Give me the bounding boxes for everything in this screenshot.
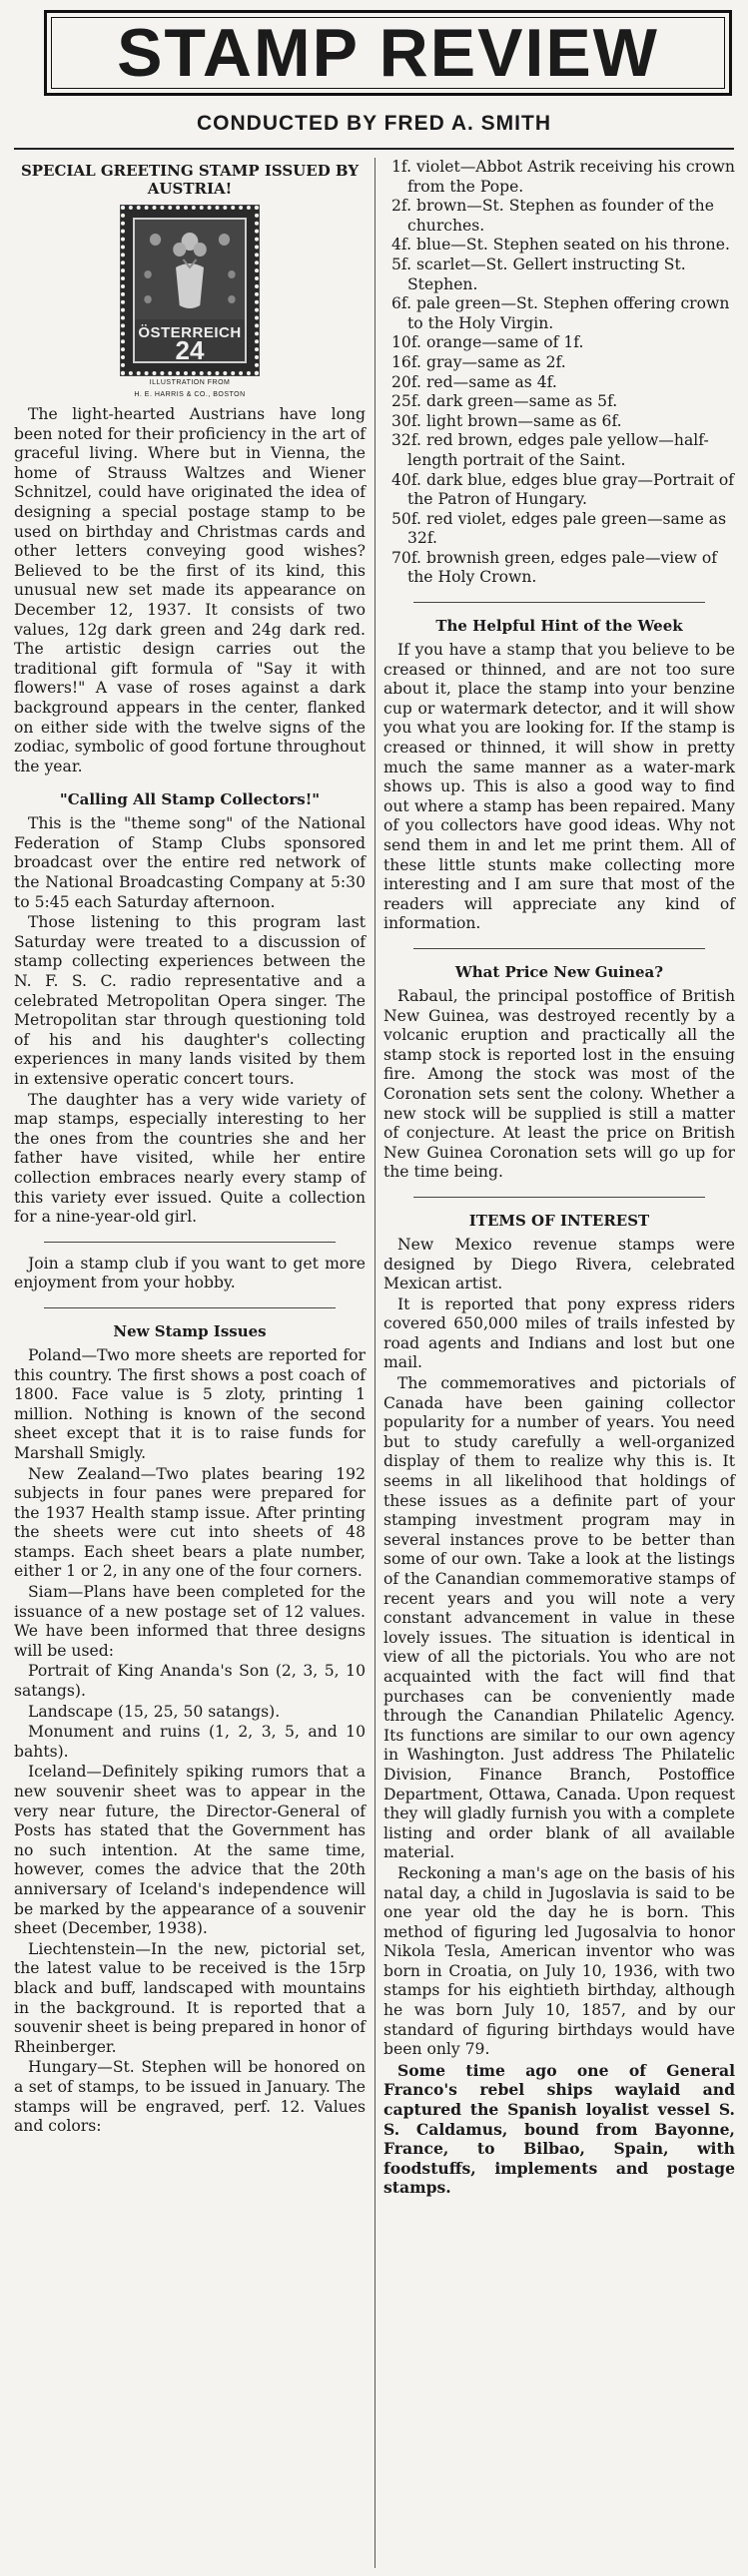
stamp-vignette-icon — [135, 220, 245, 319]
list-item: 32f. red brown, edges pale yellow—half-length portrait of the Saint. — [391, 431, 709, 469]
illustration-caption-line2: H. E. HARRIS & CO., BOSTON — [134, 391, 246, 398]
siam-paragraph: Siam—Plans have been completed for the issuance of a new postage set of 12 values. We have been informed that three designs will be used: — [14, 1583, 366, 1660]
new-issues-headline: New Stamp Issues — [113, 1321, 267, 1340]
section-divider — [44, 1242, 336, 1243]
list-item: 25f. dark green—same as 5f. — [391, 392, 618, 411]
byline: CONDUCTED BY FRED A. SMITH — [196, 112, 551, 135]
austria-stamp-image — [121, 206, 259, 375]
interest-paragraph-3: The commemoratives and pictorials of Canada have been gaining collector popularity for a number of years. You need but to study carefully a well-organized display of them to realize why this is. It seems in all likelihood that holdings of these issues as a definite part of your stamping investment program may in several instances prove to be better than some of our own. Take a look at the listings of the Canandian commemorative stamps of recent years and you will note a very constant advancement in value in these lovely issues. The situation is identical in view of all the pictorials. You who are not acquainted with the fact will find that purchases can be conveniently made through the Canandian Philatelic Agency. Its functions are similar to our own agency in Washington. Just address The Philatelic Division, Finance Branch, Postoffice Department, Ottawa, Canada. Upon request they will gladly furnish you with a complete listing and order blank of all available material. — [383, 1374, 735, 1862]
list-item: 4f. blue—St. Stephen seated on his throne. — [391, 236, 730, 255]
siam-design-1: Portrait of King Ananda's Son (2, 3, 5, 10 satangs). — [14, 1662, 366, 1701]
list-item: 2f. brown—St. Stephen as founder of the churches. — [391, 197, 714, 235]
austria-headline: SPECIAL GREETING STAMP ISSUED BY AUSTRIA! — [20, 162, 360, 198]
helpful-hint-body: If you have a stamp that you believe to be creased or thinned, and are not too sure about it, place the stamp into your benzine cup or watermark detector, and it will show you what you are looking for. If the stamp is creased or thinned, it will show in pretty much the same manner as a water-mark shows up. This is also a good way to find out where a stamp has been repaired. Many of you collectors have good ideas. Why not send them in and let me print them. All of these little stunts make collecting more interesting and I am sure that most of the readers will appreciate any kind of information. — [383, 641, 735, 933]
items-of-interest-headline: ITEMS OF INTEREST — [468, 1211, 650, 1230]
column-divider — [374, 158, 375, 2568]
siam-design-3: Monument and ruins (1, 2, 3, 5, and 10 bahts). — [14, 1723, 366, 1761]
stamp-club-note: Join a stamp club if you want to get more enjoyment from your hobby. — [14, 1254, 366, 1292]
new-zealand-paragraph: New Zealand—Two plates bearing 192 subjects in four panes were prepared for the 1937 Health stamp issue. After printing the sheets were cut into sheets of 48 stamps. Each sheet bears a plate number, either 1 or 2, in any one of the four corners. — [14, 1464, 366, 1581]
right-column — [383, 158, 735, 2199]
hungary-values-list — [383, 158, 735, 588]
left-column — [14, 158, 366, 2138]
section-divider — [413, 948, 705, 949]
section-divider — [413, 602, 705, 603]
list-item: 30f. light brown—same as 6f. — [391, 411, 622, 430]
list-item: 6f. pale green—St. Stephen offering crown to the Holy Virgin. — [391, 294, 730, 332]
collectors-paragraph-3: The daughter has a very wide variety of map stamps, especially interesting to her the ones from the countries she and her father have visited, while her entire collection embraces nearly every stamp of this variety ever issued. Quite a collection for a nine-year-old girl. — [14, 1090, 366, 1227]
stamp-illustration — [14, 206, 366, 399]
list-item: 16f. gray—same as 2f. — [391, 352, 566, 371]
interest-paragraph-1: New Mexico revenue stamps were designed by Diego Rivera, celebrated Mexican artist. — [383, 1235, 735, 1293]
illustration-caption-line1: ILLUSTRATION FROM — [149, 379, 231, 386]
interest-paragraph-4: Reckoning a man's age on the basis of his natal day, a child in Jugoslavia is said to be one year old the day he is born. This method of figuring led Jugosalvia to honor Nikola Tesla, American inventor who was born in Croatia, on July 10, 1936, with two stamps for his eightieth birthday, although he was born July 10, 1857, and by our standard of figuring birthdays would have been only 79. — [383, 1863, 735, 2059]
liechtenstein-paragraph: Liechtenstein—In the new, pictorial set, the latest value to be received is the 15rp black and buff, landscaped with mountains in the background. It is reported that a souvenir sheet is being prepared in honor of Rheinberger. — [14, 1939, 366, 2056]
helpful-hint-headline: The Helpful Hint of the Week — [435, 617, 683, 636]
list-item: 1f. violet—Abbot Astrik receiving his crown from the Pope. — [391, 158, 735, 196]
page-title: STAMP REVIEW — [117, 15, 659, 91]
article-columns — [14, 158, 734, 2568]
section-divider — [413, 1197, 705, 1198]
collectors-paragraph-1: This is the "theme song" of the National Federation of Stamp Clubs sponsored broadcast over the entire red network of the National Broadcasting Company at 5:30 to 5:45 each Saturday afternoon. — [14, 814, 366, 911]
stamp-value-label: 24 — [175, 335, 205, 363]
list-item: 40f. dark blue, edges blue gray—Portrait of the Patron of Hungary. — [391, 470, 735, 509]
poland-paragraph: Poland—Two more sheets are reported for this country. The first shows a post coach of 1800. Face value is 5 zloty, printing 1 million. Nothing is known of the second sheet except that it is to raise funds for Marshall Smigly. — [14, 1345, 366, 1462]
list-item: 50f. red violet, edges pale green—same as 32f. — [391, 509, 727, 548]
new-guinea-headline: What Price New Guinea? — [454, 962, 664, 981]
siam-design-2: Landscape (15, 25, 50 satangs). — [28, 1702, 281, 1721]
list-item: 5f. scarlet—St. Gellert instructing St. Stephen. — [391, 255, 686, 293]
collectors-headline: "Calling All Stamp Collectors!" — [59, 790, 321, 809]
list-item: 10f. orange—same of 1f. — [391, 333, 584, 352]
hungary-paragraph: Hungary—St. Stephen will be honored on a set of stamps, to be issued in January. The stamps will be engraved, perf. 12. Values and colors: — [14, 2058, 366, 2136]
title-box — [44, 10, 732, 96]
stamp-country-label: ÖSTERREICH — [138, 324, 242, 341]
new-guinea-body: Rabaul, the principal postoffice of British New Guinea, was destroyed recently by a volcanic eruption and practically all the stamp stock is reported lost in the ensuing fire. Among the stock was most of the Coronation sets sent the colony. Whether a new stock will be supplied is still a matter of conjecture. At least the price on British New Guinea Coronation sets will go up for the time being. — [383, 986, 735, 1182]
interest-paragraph-5: Some time ago one of General Franco's rebel ships waylaid and captured the Spanish loyalist vessel S. S. Caldamus, bound from Bayonne, France, to Bilbao, Spain, with foodstuffs, implements and postage stamps. — [383, 2060, 735, 2198]
iceland-paragraph: Iceland—Definitely spiking rumors that a new souvenir sheet was to appear in the very near future, the Director-General of Posts has stated that the Government has no such intention. At the same time, however, comes the advice that the 20th anniversary of Iceland's independence will be marked by the appearance of a souvenir sheet (December, 1938). — [14, 1763, 366, 1938]
list-item: 70f. brownish green, edges pale—view of the Holy Crown. — [391, 548, 717, 587]
austria-body: The light-hearted Austrians have long been noted for their proficiency in the art of graceful living. Where but in Vienna, the home of Strauss Waltzes and Wiener Schnitzel, could have originated the idea of designing a special postage stamp to be used on birthday and Christmas cards and other letters conveying good wishes? Believed to be the first of its kind, this unusual new set made its appearance on December 12, 1937. It consists of two values, 12g dark green and 24g dark red. The artistic design carries out the traditional gift formula of "Say it with flowers!" A vase of roses against a dark background appears in the center, flanked on either side with the twelve signs of the zodiac, symbolic of good fortune throughout the year. — [14, 405, 366, 775]
collectors-paragraph-2: Those listening to this program last Saturday were treated to a discussion of stamp collecting experiences between the N. F. S. C. radio representative and a celebrated Metropolitan Opera singer. The Metropolitan star through questioning told of his and his daughter's collecting experiences in many lands visited by them in extensive operatic concert tours. — [14, 913, 366, 1088]
interest-paragraph-2: It is reported that pony express riders covered 650,000 miles of trails infested by road agents and Indians and lost but one mail. — [383, 1294, 735, 1372]
list-item: 20f. red—same as 4f. — [391, 372, 557, 391]
section-divider — [44, 1307, 336, 1308]
masthead — [14, 0, 734, 150]
